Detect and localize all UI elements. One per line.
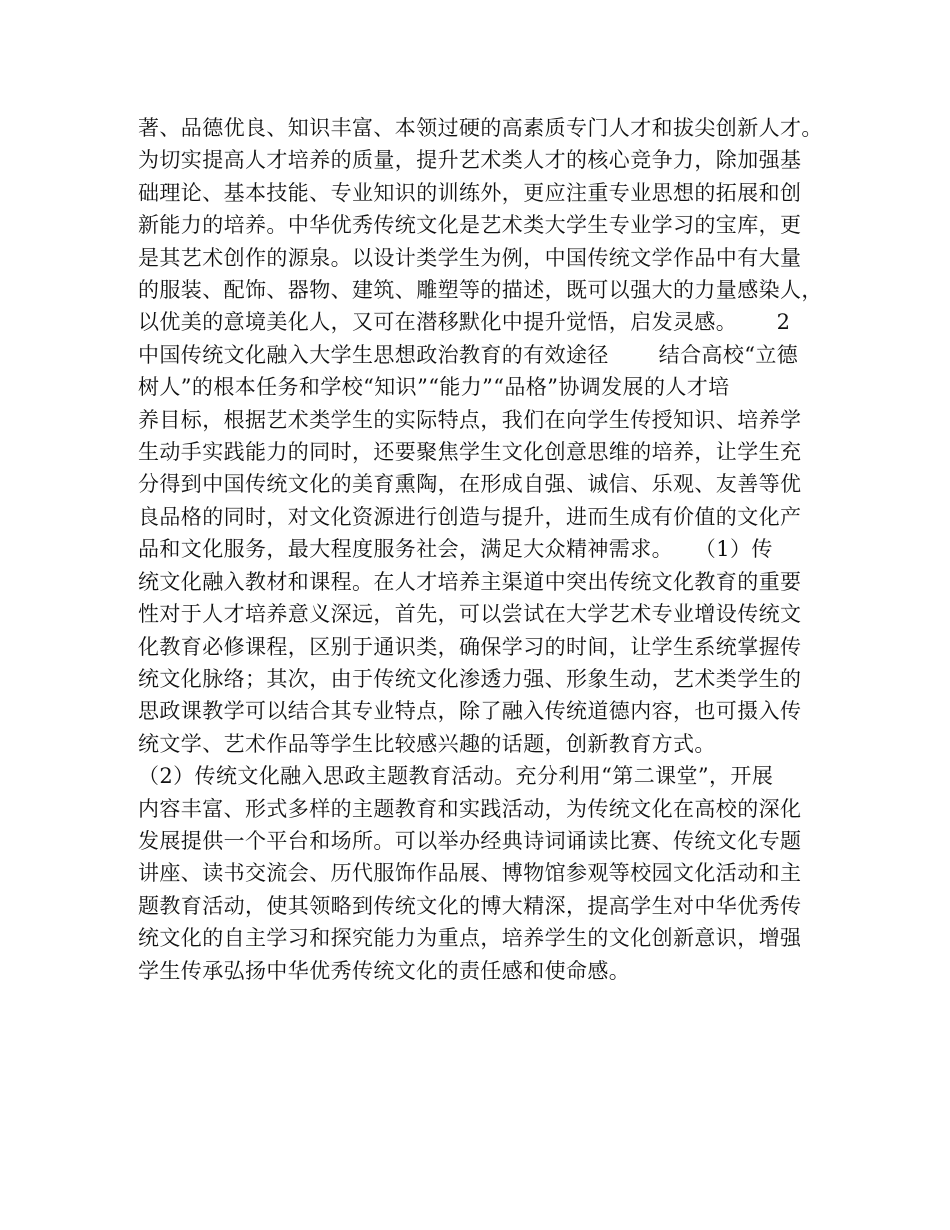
text-line: 的服装、配饰、器物、建筑、雕塑等的描述，既可以强大的力量感染人，: [138, 278, 823, 303]
text-line: 生动手实践能力的同时，还要聚焦学生文化创意思维的培养，让学生充: [138, 440, 802, 465]
text-line: 统文学、艺术作品等学生比较感兴趣的话题，创新教育方式。: [138, 731, 716, 756]
text-line: 思政课教学可以结合其专业特点，除了融入传统道德内容，也可摄入传: [138, 699, 802, 724]
text-line: 新能力的培养。中华优秀传统文化是艺术类大学生专业学习的宝库，更: [138, 213, 802, 238]
text-line: 品和文化服务，最大程度服务社会，满足大众精神需求。 （1）传: [138, 537, 773, 562]
text-line: 础理论、基本技能、专业知识的训练外，更应注重专业思想的拓展和创: [138, 180, 802, 205]
text-line: 内容丰富、形式多样的主题教育和实践活动，为传统文化在高校的深化: [138, 796, 802, 821]
text-line: 题教育活动，使其领略到传统文化的博大精深，提高学生对中华优秀传: [138, 893, 802, 918]
body-text: [138, 112, 823, 987]
text-line: 发展提供一个平台和场所。可以举办经典诗词诵读比赛、传统文化专题: [138, 828, 802, 853]
section-heading-line: 中国传统文化融入大学生思想政治教育的有效途径 结合高校“立德: [138, 342, 799, 367]
text-line: 统文化的自主学习和探究能力为重点，培养学生的文化创新意识，增强: [138, 926, 802, 951]
text-line: 为切实提高人才培养的质量，提升艺术类人才的核心竞争力，除加强基: [138, 148, 802, 173]
text-line: 学生传承弘扬中华优秀传统文化的责任感和使命感。: [138, 958, 631, 983]
text-line: 讲座、读书交流会、历代服饰作品展、博物馆参观等校园文化活动和主: [138, 861, 802, 886]
text-line: 著、品德优良、知识丰富、本领过硬的高素质专门人才和拔尖创新人才。: [138, 116, 823, 140]
text-line: 以优美的意境美化人，又可在潜移默化中提升觉悟，启发灵感。 2: [138, 310, 791, 335]
text-line: 养目标，根据艺术类学生的实际特点，我们在向学生传授知识、培养学: [138, 407, 802, 432]
text-line: 树人”的根本任务和学校“知识”“能力”“品格”协调发展的人才培: [138, 375, 730, 400]
text-line: 统文化脉络；其次，由于传统文化渗透力强、形象生动，艺术类学生的: [138, 666, 802, 691]
text-line: 性对于人才培养意义深远，首先，可以尝试在大学艺术专业增设传统文: [138, 602, 802, 627]
text-line: 是其艺术创作的源泉。以设计类学生为例，中国传统文学作品中有大量: [138, 245, 802, 270]
text-line: 分得到中国传统文化的美育熏陶，在形成自强、诚信、乐观、友善等优: [138, 472, 802, 497]
text-line: 良品格的同时，对文化资源进行创造与提升，进而生成有价值的文化产: [138, 504, 802, 529]
text-line: （2）传统文化融入思政主题教育活动。充分利用“第二课堂”，开展: [138, 764, 774, 789]
text-line: 统文化融入教材和课程。在人才培养主渠道中突出传统文化教育的重要: [138, 569, 802, 594]
text-line: 化教育必修课程，区别于通识类，确保学习的时间，让学生系统掌握传: [138, 634, 802, 659]
